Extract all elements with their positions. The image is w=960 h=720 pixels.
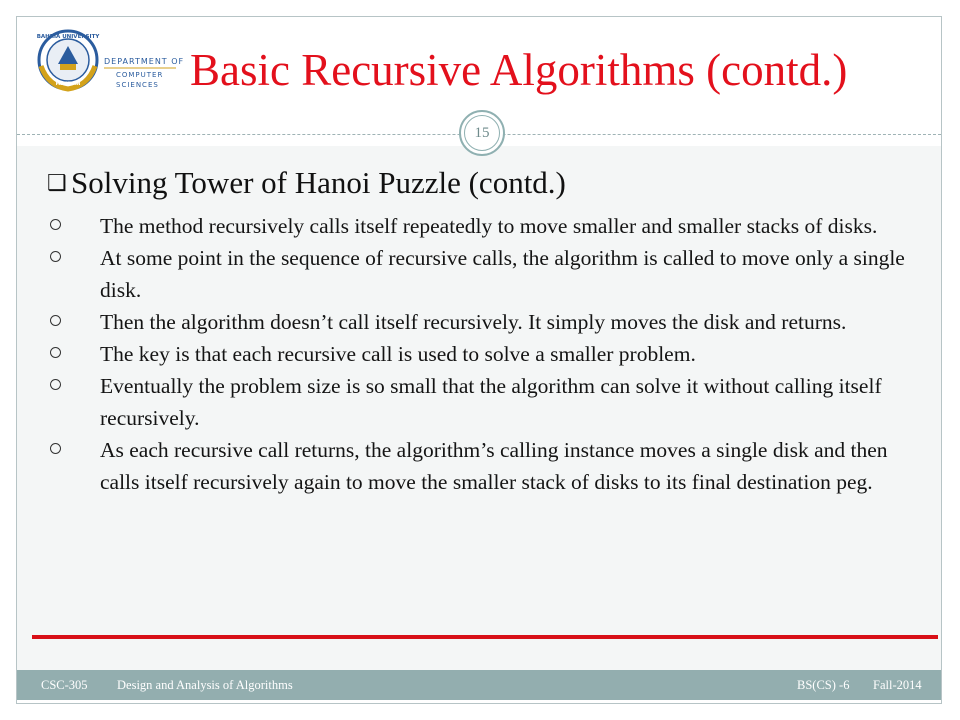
logo-dept-line2: COMPUTER [116, 71, 164, 79]
footer-course-name: Design and Analysis of Algorithms [117, 678, 293, 692]
bullet-text: As each recursive call returns, the algorithm’s calling instance moves a single disk and then calls itself recursively again to move the smaller stack of disks to its final destination peg. [100, 438, 888, 494]
bullet-text: Then the algorithm doesn’t call itself recursively. It simply moves the disk and returns. [100, 310, 847, 334]
circle-bullet-icon [50, 251, 61, 262]
logo-country-text: PAKISTAN [55, 82, 81, 87]
square-bullet-icon: ❑ [47, 170, 67, 195]
bullet-item [50, 370, 910, 434]
logo-dept-line1: DEPARTMENT OF [104, 57, 185, 66]
circle-bullet-icon [50, 347, 61, 358]
bullet-item [50, 338, 910, 370]
logo-dept-line3: SCIENCES [116, 81, 159, 89]
circle-bullet-icon [50, 315, 61, 326]
circle-bullet-icon [50, 219, 61, 230]
university-logo [36, 24, 186, 98]
bullet-item [50, 434, 910, 498]
footer-term: Fall-2014 [873, 678, 922, 692]
bullet-list [50, 210, 910, 498]
slide-title: Basic Recursive Algorithms (contd.) [190, 45, 848, 95]
footer-course-code: CSC-305 [41, 678, 88, 692]
bullet-item [50, 242, 910, 306]
circle-bullet-icon [50, 379, 61, 390]
slide-number-badge [459, 110, 505, 156]
bullet-text: Eventually the problem size is so small that the algorithm can solve it without calling itself recursively. [100, 374, 882, 430]
footer-bar [17, 670, 941, 700]
footer-program: BS(CS) -6 [797, 678, 850, 692]
bullet-text: At some point in the sequence of recursive calls, the algorithm is called to move only a single disk. [100, 246, 905, 302]
red-divider [32, 635, 938, 639]
section-heading-text: Solving Tower of Hanoi Puzzle (contd.) [71, 165, 566, 200]
bullet-item [50, 210, 910, 242]
bullet-item [50, 306, 910, 338]
circle-bullet-icon [50, 443, 61, 454]
section-heading [47, 163, 566, 203]
slide-number: 15 [464, 115, 500, 151]
logo-university-text: BAHRIA UNIVERSITY [36, 34, 100, 40]
bullet-text: The method recursively calls itself repeatedly to move smaller and smaller stacks of disks. [100, 214, 878, 238]
bullet-text: The key is that each recursive call is used to solve a smaller problem. [100, 342, 696, 366]
